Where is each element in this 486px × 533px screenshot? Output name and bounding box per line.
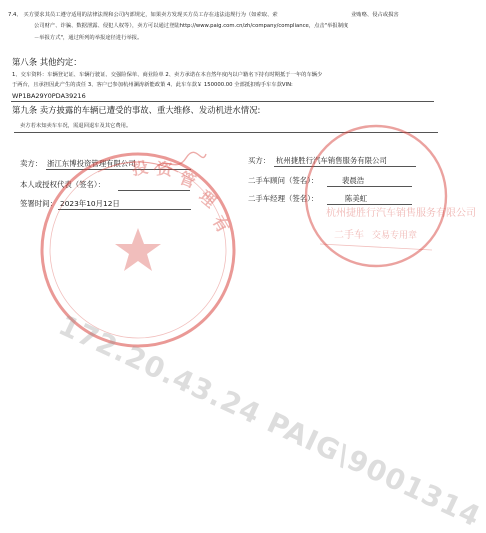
clause-7-4-line1b: 业贿赂、侵占或损害 [351, 12, 399, 18]
seller-value: 浙江东博投资管理有限公司 [47, 159, 136, 168]
clause-7-4-line1: 7.4、 买方要求其员工遵守适用的法律法规和公司内部规定，如果卖方发现买方员工存在违法违规行为（如索取、索 [8, 12, 278, 18]
svg-text:投: 投 [130, 157, 150, 179]
ip-watermark-text: 172.20.43.24 PAIG\9001314 [53, 308, 486, 533]
clause-7-4-line3: －举报方式"，通过所列的举报途径进行举报。 [34, 35, 143, 41]
seller-signature-mark [150, 148, 210, 178]
svg-text:管: 管 [176, 168, 199, 192]
sign-time-underline [58, 209, 191, 210]
article-8-heading: 第八条 其他约定： [12, 57, 82, 67]
article-9-underline [14, 132, 438, 133]
article-8-underline [11, 101, 434, 102]
svg-text:资: 资 [155, 159, 174, 180]
article-9-line1: 卖方若未知卖车车况，需退回退车及其它费用。 [20, 123, 132, 129]
article-8-vin: WP1BA29Y0PDA39216 [12, 92, 86, 100]
article-8-line1: 1、交车资料：车辆登记证、车辆行驶证、交强险保单、商业险单 2、卖方承诺在本自然年度内以户籍名下持有时期抵于一年的车辆少 [12, 72, 323, 78]
buyer-company-seal [300, 174, 476, 294]
buyer-underline [274, 166, 416, 167]
manager-label: 二手车经理（签名）： [248, 194, 319, 203]
sign-time-label: 签署时间： [20, 199, 57, 208]
article-8-line2: 于两台，且承担因此产生的责任 3、客户已参加杭州澜涛新能政策 4、此车车款￥ 150000.00 全部抵扣购手车车款VIN: [12, 82, 293, 88]
manager-underline [327, 204, 412, 205]
svg-text:杭州捷胜行汽车销售服务有限公司: 杭州捷胜行汽车销售服务有限公司 [326, 208, 476, 219]
clause-7-4-line2: 公司财产、诈骗、数据泄露、侵犯人权等），卖方可以通过登陆http://www.paig.com.cn/zh/company/compliance，点击"举报制度 [34, 23, 349, 29]
seller-underline [46, 169, 191, 170]
manager-value: 陈美虹 [345, 194, 368, 203]
buyer-value: 杭州捷胜行汽车销售服务有限公司 [276, 156, 387, 165]
consultant-label: 二手车顾问（签名）： [248, 176, 319, 185]
sign-time-value: 2023年10月12日 [60, 199, 120, 208]
buyer-label: 买方： [248, 156, 271, 165]
svg-text:二手车: 二手车 [334, 230, 364, 241]
svg-text:有: 有 [208, 212, 233, 236]
seller-label: 卖方： [20, 159, 43, 168]
seller-agent-underline [118, 190, 190, 191]
article-9-heading: 第九条 卖方披露的车辆已遭受的事故、重大维修、发动机进水情况: [12, 105, 261, 115]
svg-text:交易专用章: 交易专用章 [372, 231, 418, 241]
consultant-value: 裴晨浩 [342, 176, 365, 185]
svg-text:理: 理 [195, 186, 220, 212]
seller-agent-label: 本人或授权代表（签名）： [20, 180, 105, 189]
consultant-underline [327, 186, 412, 187]
